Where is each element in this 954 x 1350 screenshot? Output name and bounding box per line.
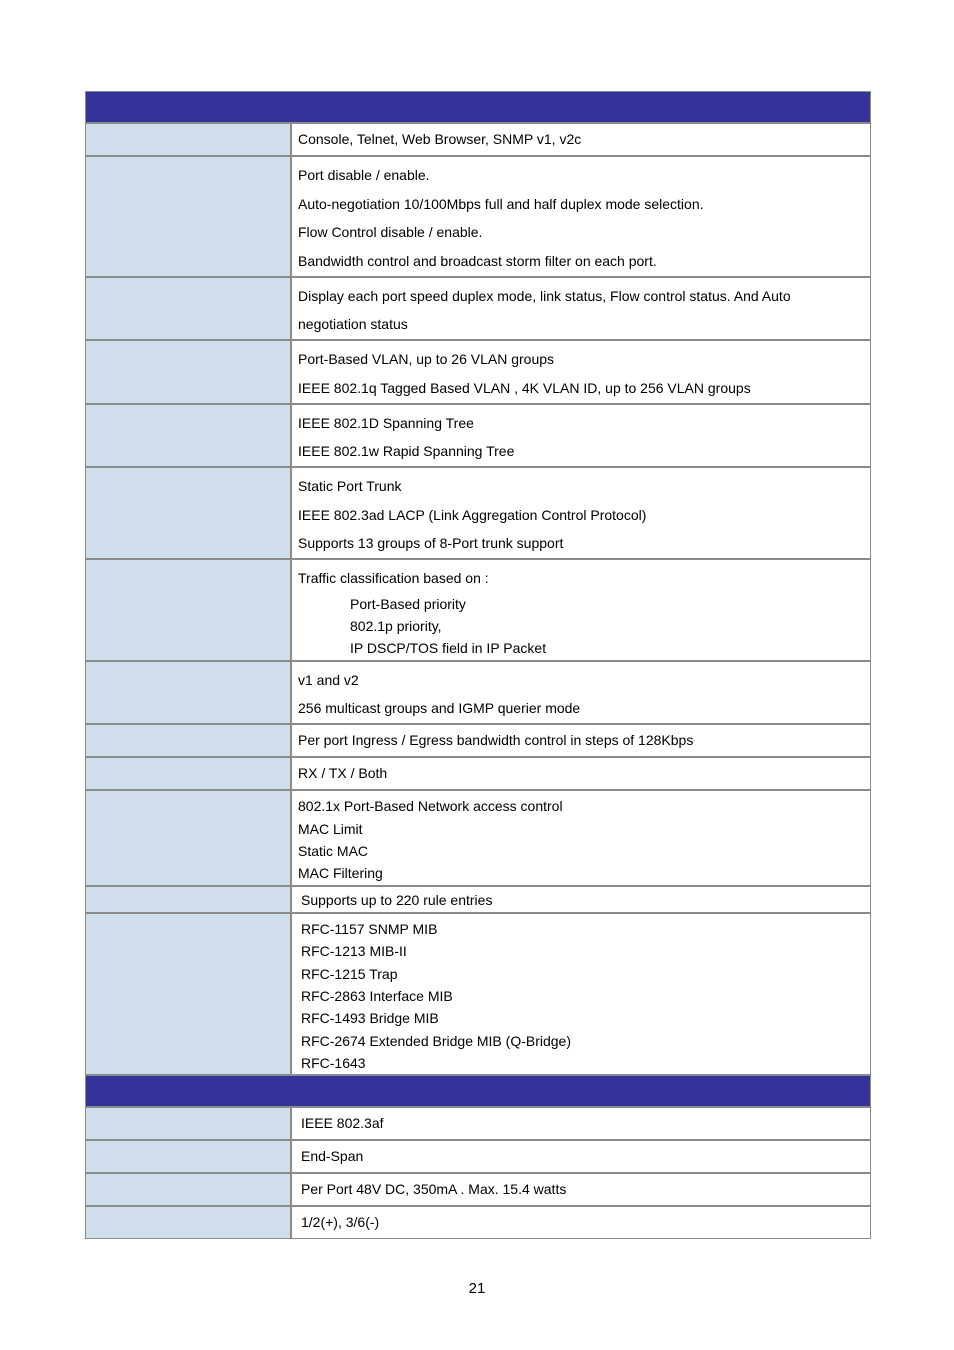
spec-row bbox=[86, 1108, 870, 1141]
section-header-poe bbox=[86, 1076, 870, 1108]
spec-label-cell bbox=[86, 1174, 292, 1205]
spec-value-line: 802.1x Port-Based Network access control bbox=[298, 798, 563, 815]
spec-value-line: 1/2(+), 3/6(-) bbox=[301, 1214, 380, 1231]
spec-row bbox=[86, 124, 870, 157]
spec-value-cell bbox=[292, 914, 870, 1075]
spec-label-cell bbox=[86, 914, 292, 1075]
spec-value-line: Supports up to 220 rule entries bbox=[301, 891, 493, 908]
page-number: 21 bbox=[468, 1280, 486, 1297]
spec-value-subitem: Port-Based priority bbox=[350, 595, 466, 612]
spec-value-line: Auto-negotiation 10/100Mbps full and half duplex mode selection. bbox=[298, 195, 704, 212]
spec-value-line: Bandwidth control and broadcast storm filter on each port. bbox=[298, 253, 657, 270]
spec-value-cell bbox=[292, 405, 870, 466]
spec-value-cell bbox=[292, 1141, 870, 1172]
spec-value-cell bbox=[292, 560, 870, 660]
spec-value-line: Static Port Trunk bbox=[298, 477, 402, 494]
spec-value-line: Port disable / enable. bbox=[298, 167, 430, 183]
spec-value-cell bbox=[292, 1108, 870, 1139]
spec-row bbox=[86, 887, 870, 914]
spec-label-cell bbox=[86, 887, 292, 912]
spec-label-cell bbox=[86, 124, 292, 155]
spec-value-line: IEEE 802.3af bbox=[301, 1115, 384, 1132]
spec-label-cell bbox=[86, 758, 292, 789]
spec-value-line: RFC-2674 Extended Bridge MIB (Q-Bridge) bbox=[301, 1032, 571, 1049]
spec-value-line: RFC-1213 MIB-II bbox=[301, 943, 407, 960]
spec-value-line: IEEE 802.1D Spanning Tree bbox=[298, 414, 474, 431]
spec-value-line: Display each port speed duplex mode, link status, Flow control status. And Auto bbox=[298, 287, 791, 304]
spec-value-line: MAC Limit bbox=[298, 820, 363, 837]
spec-row bbox=[86, 1174, 870, 1207]
spec-value-line: RFC-1157 SNMP MIB bbox=[301, 920, 438, 937]
spec-value-line: negotiation status bbox=[298, 316, 408, 333]
spec-value-line: Static MAC bbox=[298, 842, 369, 859]
spec-value-cell bbox=[292, 341, 870, 402]
spec-value-line: IEEE 802.3ad LACP (Link Aggregation Control Protocol) bbox=[298, 506, 647, 523]
spec-label-cell bbox=[86, 725, 292, 756]
spec-value-cell bbox=[292, 662, 870, 723]
spec-value-cell bbox=[292, 887, 870, 912]
spec-value-line: IEEE 802.1q Tagged Based VLAN , 4K VLAN ID, up to 256 VLAN groups bbox=[298, 379, 751, 396]
spec-value-line: Port-Based VLAN, up to 26 VLAN groups bbox=[298, 351, 555, 368]
spec-value-cell bbox=[292, 791, 870, 885]
spec-value-cell bbox=[292, 278, 870, 339]
spec-value-subitem: 802.1p priority, bbox=[350, 618, 442, 635]
spec-value-line: RFC-2863 Interface MIB bbox=[301, 987, 453, 1004]
spec-value-line: Traffic classification based on : bbox=[298, 569, 489, 586]
spec-table bbox=[85, 91, 871, 1239]
spec-value-cell bbox=[292, 468, 870, 558]
spec-value-cell bbox=[292, 1207, 870, 1238]
spec-value-line: 256 multicast groups and IGMP querier mode bbox=[298, 700, 581, 717]
spec-value-line: RFC-1215 Trap bbox=[301, 965, 398, 982]
spec-value-line: Console, Telnet, Web Browser, SNMP v1, v2c bbox=[298, 131, 582, 147]
spec-row bbox=[86, 405, 870, 468]
spec-value-cell bbox=[292, 725, 870, 756]
spec-label-cell bbox=[86, 1207, 292, 1238]
spec-value-line: RFC-1643 bbox=[301, 1055, 366, 1072]
spec-row bbox=[86, 468, 870, 560]
spec-row bbox=[86, 725, 870, 758]
spec-value-line: RFC-1493 Bridge MIB bbox=[301, 1010, 439, 1027]
spec-row bbox=[86, 1141, 870, 1174]
spec-row bbox=[86, 758, 870, 791]
spec-value-line: v1 and v2 bbox=[298, 671, 359, 688]
spec-label-cell bbox=[86, 341, 292, 402]
spec-row bbox=[86, 341, 870, 404]
spec-row bbox=[86, 662, 870, 725]
spec-value-line: Per Port 48V DC, 350mA . Max. 15.4 watts bbox=[301, 1181, 567, 1198]
spec-value-line: RX / TX / Both bbox=[298, 765, 388, 782]
spec-label-cell bbox=[86, 278, 292, 339]
spec-value-cell bbox=[292, 758, 870, 789]
spec-value-line: End-Span bbox=[301, 1148, 364, 1165]
spec-row bbox=[86, 914, 870, 1077]
spec-label-cell bbox=[86, 157, 292, 276]
spec-value-line: IEEE 802.1w Rapid Spanning Tree bbox=[298, 443, 515, 460]
spec-row bbox=[86, 157, 870, 278]
spec-value-line: Per port Ingress / Egress bandwidth control in steps of 128Kbps bbox=[298, 732, 694, 749]
spec-label-cell bbox=[86, 791, 292, 885]
spec-row bbox=[86, 278, 870, 341]
spec-label-cell bbox=[86, 560, 292, 660]
spec-label-cell bbox=[86, 662, 292, 723]
spec-label-cell bbox=[86, 405, 292, 466]
spec-row bbox=[86, 1207, 870, 1238]
spec-label-cell bbox=[86, 468, 292, 558]
spec-label-cell bbox=[86, 1108, 292, 1139]
section-header-management bbox=[86, 92, 870, 124]
spec-value-cell bbox=[292, 124, 870, 155]
spec-value-cell bbox=[292, 1174, 870, 1205]
spec-row bbox=[86, 791, 870, 887]
spec-value-line: Supports 13 groups of 8-Port trunk support bbox=[298, 535, 564, 552]
spec-value-subitem: IP DSCP/TOS field in IP Packet bbox=[350, 640, 547, 657]
spec-row bbox=[86, 560, 870, 662]
spec-label-cell bbox=[86, 1141, 292, 1172]
spec-value-cell bbox=[292, 157, 870, 276]
spec-value-line: MAC Filtering bbox=[298, 865, 383, 882]
spec-value-line: Flow Control disable / enable. bbox=[298, 224, 483, 241]
